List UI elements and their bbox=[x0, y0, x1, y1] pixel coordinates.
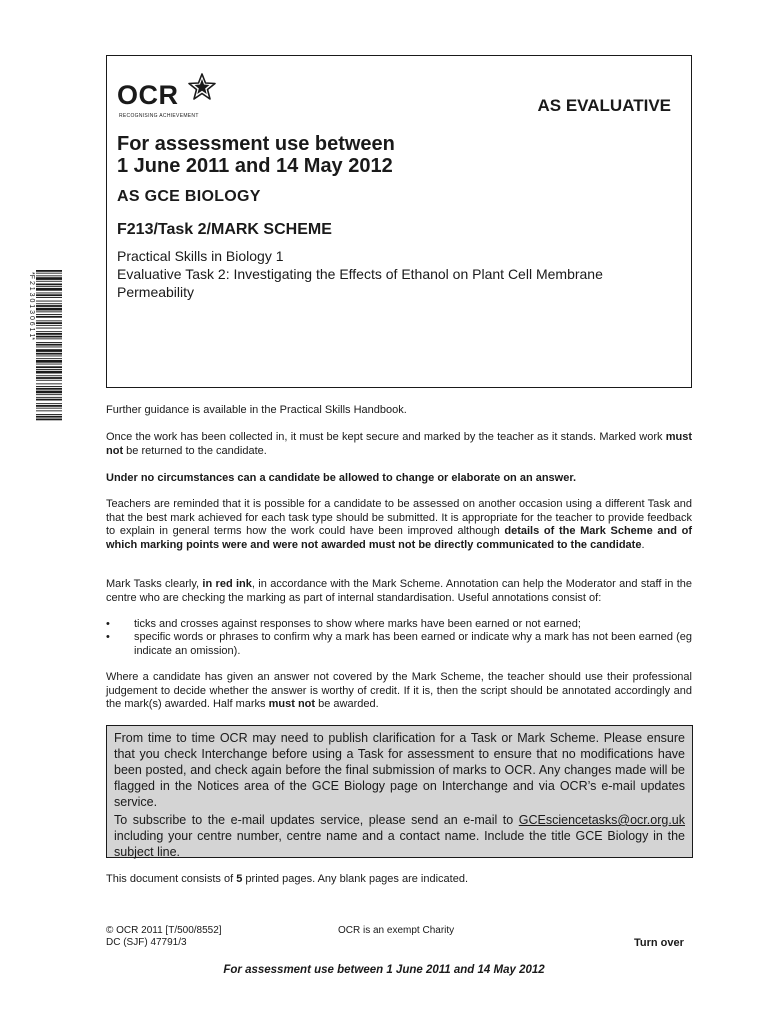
paper-line-3: Permeability bbox=[117, 284, 195, 300]
barcode-bar bbox=[36, 377, 62, 379]
barcode-bar bbox=[36, 275, 62, 276]
document-type: AS EVALUATIVE bbox=[537, 96, 671, 115]
barcode-bar bbox=[36, 371, 62, 374]
where-candidate-paragraph: Where a candidate has given an answer not covered by the Mark Scheme, the teacher should use their professional judgement to decide whether the answer is worthy of credit. If it is, then the script should be annotated accordingly and the mark(s) awarded. Half marks must not be awarded. bbox=[106, 671, 692, 710]
paper-line-2: Evaluative Task 2: Investigating the Effects of Ethanol on Plant Cell Membrane bbox=[117, 266, 603, 282]
barcode-bar bbox=[36, 403, 62, 404]
barcode-bar bbox=[36, 356, 62, 357]
barcode-bar bbox=[36, 270, 62, 272]
barcode-bar bbox=[36, 305, 62, 307]
barcode-bar bbox=[36, 391, 62, 394]
teachers-paragraph: Teachers are reminded that it is possible for a candidate to be assessed on another occasion using a different Task and that the best mark achieved for each task type should be submitted. It is appropriate for the teacher to provide feedback to explain in general terms how the work could have been improved although details of the Mark Scheme and of which marking points were and were not awarded must not be directly communicated to the candidate. bbox=[106, 498, 692, 551]
barcode-bar bbox=[36, 328, 62, 329]
barcode-bar bbox=[36, 347, 62, 348]
barcode-bar bbox=[36, 414, 62, 415]
barcode-bar bbox=[36, 358, 62, 359]
mark-tasks-paragraph: Mark Tasks clearly, in red ink, in accordance with the Mark Scheme. Annotation can help the Moderator and staff in the centre who are checking the marking as part of internal standardisation. Useful annotations consist of: bbox=[106, 578, 692, 604]
title-line-2: 1 June 2011 and 14 May 2012 bbox=[117, 155, 393, 177]
barcode-bar bbox=[36, 301, 62, 302]
barcode-bar bbox=[36, 419, 62, 421]
ocr-logo bbox=[117, 70, 217, 118]
barcode-bar bbox=[36, 308, 62, 311]
unit-code: F213/Task 2/MARK SCHEME bbox=[117, 221, 332, 238]
barcode-bar bbox=[36, 380, 62, 381]
barcode-bar bbox=[36, 288, 62, 291]
barcode-bar bbox=[36, 320, 62, 321]
barcode-bar bbox=[36, 336, 62, 338]
barcode-bar bbox=[36, 322, 62, 324]
barcode bbox=[24, 268, 64, 423]
copyright: © OCR 2011 [T/500/8552] bbox=[106, 925, 222, 936]
bullet-text-1: ticks and crosses against responses to show where marks have been earned or not earned; bbox=[134, 618, 581, 630]
barcode-bar bbox=[36, 383, 62, 384]
barcode-bar bbox=[36, 331, 62, 332]
barcode-bar bbox=[36, 344, 62, 346]
barcode-bar bbox=[36, 416, 62, 418]
logo-text: OCR bbox=[117, 80, 179, 110]
barcode-bar bbox=[36, 353, 62, 355]
barcode-bar bbox=[36, 342, 62, 343]
email-link[interactable]: GCEsciencetasks@ocr.org.uk bbox=[518, 813, 685, 827]
barcode-bar bbox=[36, 303, 62, 304]
barcode-text: *F 2 1 3 0 1 3 0 6 1 1* bbox=[28, 272, 35, 341]
barcode-bar bbox=[36, 284, 62, 286]
subject: AS GCE BIOLOGY bbox=[117, 188, 261, 205]
paper-line-1: Practical Skills in Biology 1 bbox=[117, 248, 284, 264]
barcode-bar bbox=[36, 394, 62, 395]
barcode-bar bbox=[36, 405, 62, 407]
bottom-notice: For assessment use between 1 June 2011 and 14 May 2012 bbox=[223, 964, 545, 976]
logo-tagline: RECOGNISING ACHIEVEMENT bbox=[119, 113, 199, 119]
barcode-bar bbox=[36, 369, 62, 370]
barcode-bar bbox=[36, 364, 62, 365]
barcode-bar bbox=[36, 366, 62, 368]
barcode-bar bbox=[36, 316, 62, 318]
barcode-bar bbox=[36, 408, 62, 409]
secure-paragraph: Once the work has been collected in, it must be kept secure and marked by the teacher as it stands. Marked work must not be returned to the candidate. bbox=[106, 431, 692, 457]
barcode-bar bbox=[36, 273, 62, 274]
notice-box bbox=[106, 725, 693, 858]
turn-over: Turn over bbox=[634, 937, 684, 949]
barcode-bar bbox=[36, 281, 62, 282]
barcode-bar bbox=[36, 314, 62, 315]
no-change-paragraph: Under no circumstances can a candidate be allowed to change or elaborate on an answer. bbox=[106, 472, 577, 484]
bullet-text-2: specific words or phrases to confirm why a mark has been earned or indicate why a mark has not been earned (eg indicate an omission). bbox=[134, 631, 692, 657]
barcode-bar bbox=[36, 293, 62, 294]
barcode-bar bbox=[36, 397, 62, 398]
barcode-bar bbox=[36, 277, 62, 280]
barcode-bar bbox=[36, 386, 62, 387]
barcode-bar bbox=[36, 286, 62, 287]
header-box bbox=[106, 55, 692, 388]
barcode-bar bbox=[36, 375, 62, 376]
notice-paragraph-1: From time to time OCR may need to publish clarification for a Task or Mark Scheme. Please ensure that you check Interchange before using a Task for assessment to ensure that no modifications have been posted, and check again before the final submission of marks to OCR. Any changes made will be flagged in the Notices area of the GCE Biology page on Interchange and via OCR’s e-mail updates service. bbox=[114, 731, 685, 809]
notice-paragraph-2: To subscribe to the e-mail updates service, please send an e-mail to GCEsciencetasks@ocr.org.uk including your centre number, centre name and a contact name. Include the title GCE Biology in the subject line. bbox=[114, 813, 685, 859]
charity-note: OCR is an exempt Charity bbox=[338, 925, 455, 936]
page-count-paragraph: This document consists of 5 printed pages. Any blank pages are indicated. bbox=[106, 873, 469, 885]
barcode-bar bbox=[36, 399, 62, 401]
barcode-bar bbox=[36, 360, 62, 363]
barcode-bar bbox=[36, 325, 62, 326]
guidance-paragraph: Further guidance is available in the Practical Skills Handbook. bbox=[106, 404, 407, 416]
barcode-bar bbox=[36, 338, 62, 339]
barcode-bar bbox=[36, 294, 62, 296]
barcode-bar bbox=[36, 333, 62, 335]
barcode-bar bbox=[36, 311, 62, 312]
barcode-bar bbox=[36, 297, 62, 298]
star-icon bbox=[187, 72, 217, 102]
barcode-bar bbox=[36, 410, 62, 411]
barcode-bar bbox=[36, 388, 62, 390]
barcode-bar bbox=[36, 349, 62, 352]
title-line-1: For assessment use between bbox=[117, 133, 395, 155]
paper-description bbox=[117, 247, 677, 301]
dc-code: DC (SJF) 47791/3 bbox=[106, 937, 187, 948]
